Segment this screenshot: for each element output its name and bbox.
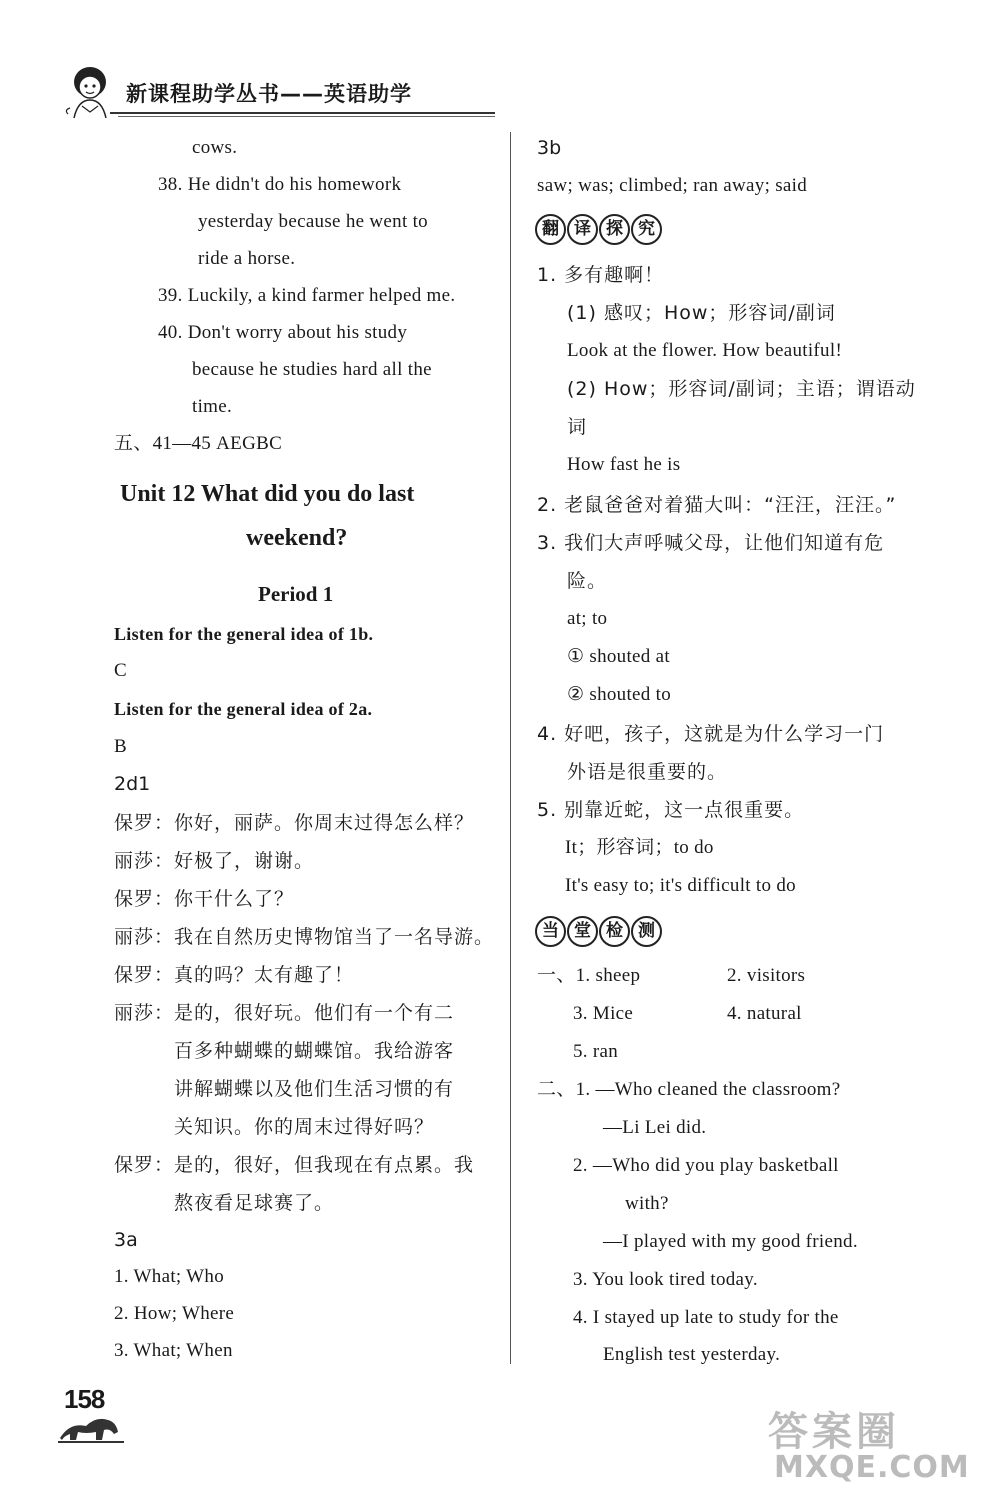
listen-1b-heading: Listen for the general idea of 1b. xyxy=(114,624,374,644)
listen-2a-heading: Listen for the general idea of 2a. xyxy=(114,699,373,719)
translation-3-cont: 险。 xyxy=(567,570,608,592)
page-header xyxy=(60,60,500,122)
dialogue-line-6d: 关知识。你的周末过得好吗？ xyxy=(174,1116,435,1138)
header-rule xyxy=(110,112,495,114)
watermark-url: MXQE.COM xyxy=(774,1450,970,1485)
page-number-badge xyxy=(56,1384,126,1444)
badge-char: 测 xyxy=(631,916,662,947)
translation-1-example1: Look at the flower. How beautiful! xyxy=(567,340,843,361)
answer-3b: saw; was; climbed; ran away; said xyxy=(537,175,808,196)
header-rule-thin xyxy=(118,116,495,117)
test-2-2-q-cont: with? xyxy=(625,1193,669,1214)
translation-3-note: at; to xyxy=(567,608,608,629)
translation-1-note1: (1) 感叹；How；形容词/副词 xyxy=(567,302,836,324)
answer-39: 39. Luckily, a kind farmer helped me. xyxy=(158,285,456,306)
dialogue-line-2: 丽莎：好极了，谢谢。 xyxy=(114,850,315,872)
dialogue-line-6b: 百多种蝴蝶的蝴蝶馆。我给游客 xyxy=(174,1040,455,1062)
column-divider xyxy=(510,132,511,1364)
test-2-3: 3. You look tired today. xyxy=(573,1269,758,1290)
dialogue-line-6a: 丽莎：是的，很好玩。他们有一个有二 xyxy=(114,1002,455,1024)
translation-3: 3. 我们大声呼喊父母，让他们知道有危 xyxy=(537,532,885,554)
dialogue-line-1: 保罗：你好，丽萨。你周末过得怎么样？ xyxy=(114,812,475,834)
in-class-test-badge xyxy=(535,916,662,946)
badge-char: 究 xyxy=(631,214,662,245)
answer-37-end: cows. xyxy=(192,137,238,158)
test-2-4-cont: English test yesterday. xyxy=(603,1344,781,1365)
translation-5: 5. 别靠近蛇，这一点很重要。 xyxy=(537,799,805,821)
listen-2a-answer: B xyxy=(114,736,127,757)
section-2d1-label: 2d1 xyxy=(114,773,151,795)
watermark-logo-text: 答案圈 xyxy=(768,1409,900,1455)
dialogue-line-6c: 讲解蝴蝶以及他们生活习惯的有 xyxy=(174,1078,455,1100)
translation-1-note2: (2) How；形容词/副词；主语；谓语动 xyxy=(567,378,916,400)
listen-1b-answer: C xyxy=(114,660,127,681)
answer-40-line2: because he studies hard all the xyxy=(192,359,432,380)
translation-explore-badge xyxy=(535,214,662,244)
translation-3-example1: ① shouted at xyxy=(567,646,670,667)
section-five-answers: 五、41—45 AEGBC xyxy=(114,433,283,454)
period-heading: Period 1 xyxy=(258,582,334,606)
translation-1: 1. 多有趣啊！ xyxy=(537,264,665,286)
answer-38-line2: yesterday because he went to xyxy=(198,211,428,232)
unit-title-line1: Unit 12 What did you do last xyxy=(120,481,415,507)
test-1-3: 3. Mice xyxy=(573,1003,634,1024)
answer-3a-2: 2. How; Where xyxy=(114,1303,235,1324)
section-3a-label: 3a xyxy=(114,1229,138,1251)
answer-3a-1: 1. What; Who xyxy=(114,1266,225,1287)
test-2-4: 4. I stayed up late to study for the xyxy=(573,1307,839,1328)
test-1-2: 2. visitors xyxy=(727,965,806,986)
dialogue-line-5: 保罗：真的吗？太有趣了！ xyxy=(114,964,355,986)
horse-icon xyxy=(56,1408,126,1444)
badge-char: 探 xyxy=(599,214,630,245)
translation-1-example2: How fast he is xyxy=(567,454,681,475)
test-2-2-a: —I played with my good friend. xyxy=(603,1231,858,1252)
unit-title-line2: weekend? xyxy=(246,525,348,551)
answer-40-line3: time. xyxy=(192,396,233,417)
translation-1-note2-cont: 词 xyxy=(567,416,588,438)
badge-char: 译 xyxy=(567,214,598,245)
page-number: 158 xyxy=(64,1384,105,1414)
translation-4: 4. 好吧，孩子，这就是为什么学习一门 xyxy=(537,723,885,745)
translation-4-cont: 外语是很重要的。 xyxy=(567,761,728,783)
section-3b-label: 3b xyxy=(537,137,562,159)
translation-5-note: It；形容词；to do xyxy=(565,837,714,858)
series-title: 新课程助学丛书——英语助学 xyxy=(126,82,412,106)
test-1-4: 4. natural xyxy=(727,1003,802,1024)
site-watermark xyxy=(768,1400,993,1490)
dialogue-line-3: 保罗：你干什么了？ xyxy=(114,888,295,910)
answer-38-line3: ride a horse. xyxy=(198,248,296,269)
test-2-1-q: 二、1. —Who cleaned the classroom? xyxy=(537,1079,841,1100)
badge-char: 检 xyxy=(599,916,630,947)
translation-3-example2: ② shouted to xyxy=(567,684,672,705)
badge-char: 当 xyxy=(535,916,566,947)
dialogue-line-4: 丽莎：我在自然历史博物馆当了一名导游。 xyxy=(114,926,495,948)
test-2-2-q: 2. —Who did you play basketball xyxy=(573,1155,839,1176)
answer-3a-3: 3. What; When xyxy=(114,1340,233,1361)
badge-char: 翻 xyxy=(535,214,566,245)
badge-char: 堂 xyxy=(567,916,598,947)
dialogue-line-7b: 熬夜看足球赛了。 xyxy=(174,1192,335,1214)
translation-2: 2. 老鼠爸爸对着猫大叫：“汪汪，汪汪。” xyxy=(537,494,897,516)
test-2-1-a: —Li Lei did. xyxy=(603,1117,707,1138)
test-1-1: 一、1. sheep xyxy=(537,965,641,986)
dialogue-line-7a: 保罗：是的，很好，但我现在有点累。我 xyxy=(114,1154,475,1176)
answer-40-line1: 40. Don't worry about his study xyxy=(158,322,408,343)
answer-38-line1: 38. He didn't do his homework xyxy=(158,174,402,195)
translation-5-example: It's easy to; it's difficult to do xyxy=(565,875,796,896)
test-1-5: 5. ran xyxy=(573,1041,619,1062)
